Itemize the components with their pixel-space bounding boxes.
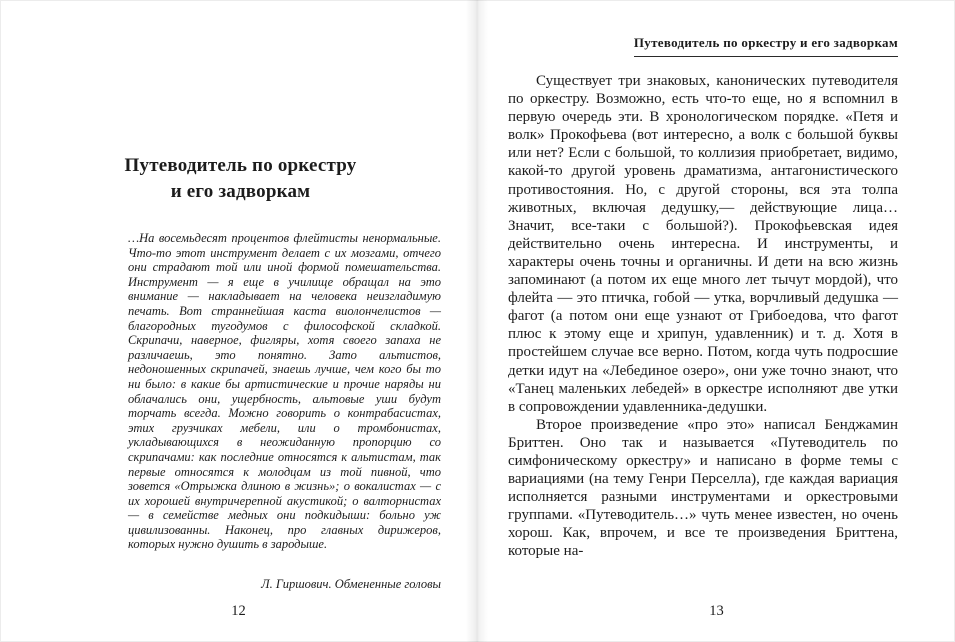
paragraph-1: Существует три знаковых, канонических путеводителя по оркестру. Возможно, есть что-то еще, но я вспомнил в первую очередь эти. В хронологическом порядке. «Петя и волк» Прокофьева (вот интересно, а волк с большой буквы или нет? Если с большой, то коллизия приобретает, видимо, какой-то другой уровень драматизма, антагонистического противостояния. Но, с другой стороны, вся эта толпа животных, включая дедушку,— действующие лица… Значит, все-таки с большой?). Прокофьевская идея действительно очень интересна. И инструменты, и характеры очень точны и органичны. И дети на всю жизнь запоминают (а потом их еще много лет тычут мордой), что флейта — это птичка, гобой — утка, ворчливый дедушка — фагот (а потом они еще узнают от Грибоедова, что фагот плюс к этому еще и хрипун, удавленник) и т. д. Хотя в простейшем случае все верно. Потом, когда чуть подросшие детки идут на «Лебединое озеро», они уже точно знают, что «Танец маленьких лебедей» в оркестре исполняют две утки в сопровождении удавленника-дедушки. xyxy=(508,73,898,415)
page-left xyxy=(0,0,477,642)
body-text xyxy=(508,72,898,561)
page-right xyxy=(478,0,955,642)
chapter-title-line-2: и его задворкам xyxy=(170,181,311,202)
page-number-left: 12 xyxy=(231,603,246,619)
running-head: Путеводитель по оркестру и его задворкам xyxy=(634,35,898,57)
paragraph-2: Второе произведение «про это» написал Бенджамин Бриттен. Оно так и называется «Путеводитель по симфоническому оркестру» и написано в форме темы с вариациями (на тему Генри Перселла), где каждая вариация исполняется разными инструментами и оркестровыми группами. «Путеводитель…» чуть менее известен, но очень хорош. Как, впрочем, и все те произведения Бриттена, которые на- xyxy=(508,416,898,560)
running-head-container xyxy=(508,34,898,57)
chapter-title-line-1: Путеводитель по оркестру xyxy=(124,155,357,176)
epigraph: …На восемьдесят процентов флейтисты ненормальные. Что-то этот инструмент делает с их мозгами, отчего они страдают той или иной формой помешательства. Инструмент — я еще в училище обращал на это внимание — накладывает на человека неизгладимую печать. Вот страннейшая каста виолончелистов — благородных тугодумов с философской складкой. Скрипачи, наверное, фигляры, хотя своего запаха не различаешь, это понятно. Зато альтистов, недоношенных скрипачей, знаешь лучше, чем кого бы то ни было: в какие бы артистические и прочие наряды ни облачались они, ущербность, альтовые уши будут торчать всегда. Можно говорить о контрабасистах, этих грузчиках мебели, или о тромбонистах, укладывающихся в неожиданную пропорцию со скрипачами: как последние относятся к альтистам, так первые относятся к молодцам из той пивной, что зовется «Отрыжка длиною в жизнь»; о вокалистах — с их хорошей внутричерепной акустикой; о валторнистах — в семействе медных они подкидыши: больно уж цивилизованны. Наконец, про главных дирижеров, которых нужно душить в зародыше. xyxy=(128,231,441,552)
epigraph-attribution: Л. Гиршович. Обмененные головы xyxy=(261,577,441,591)
chapter-title xyxy=(38,153,443,205)
page-number-right: 13 xyxy=(709,603,724,619)
